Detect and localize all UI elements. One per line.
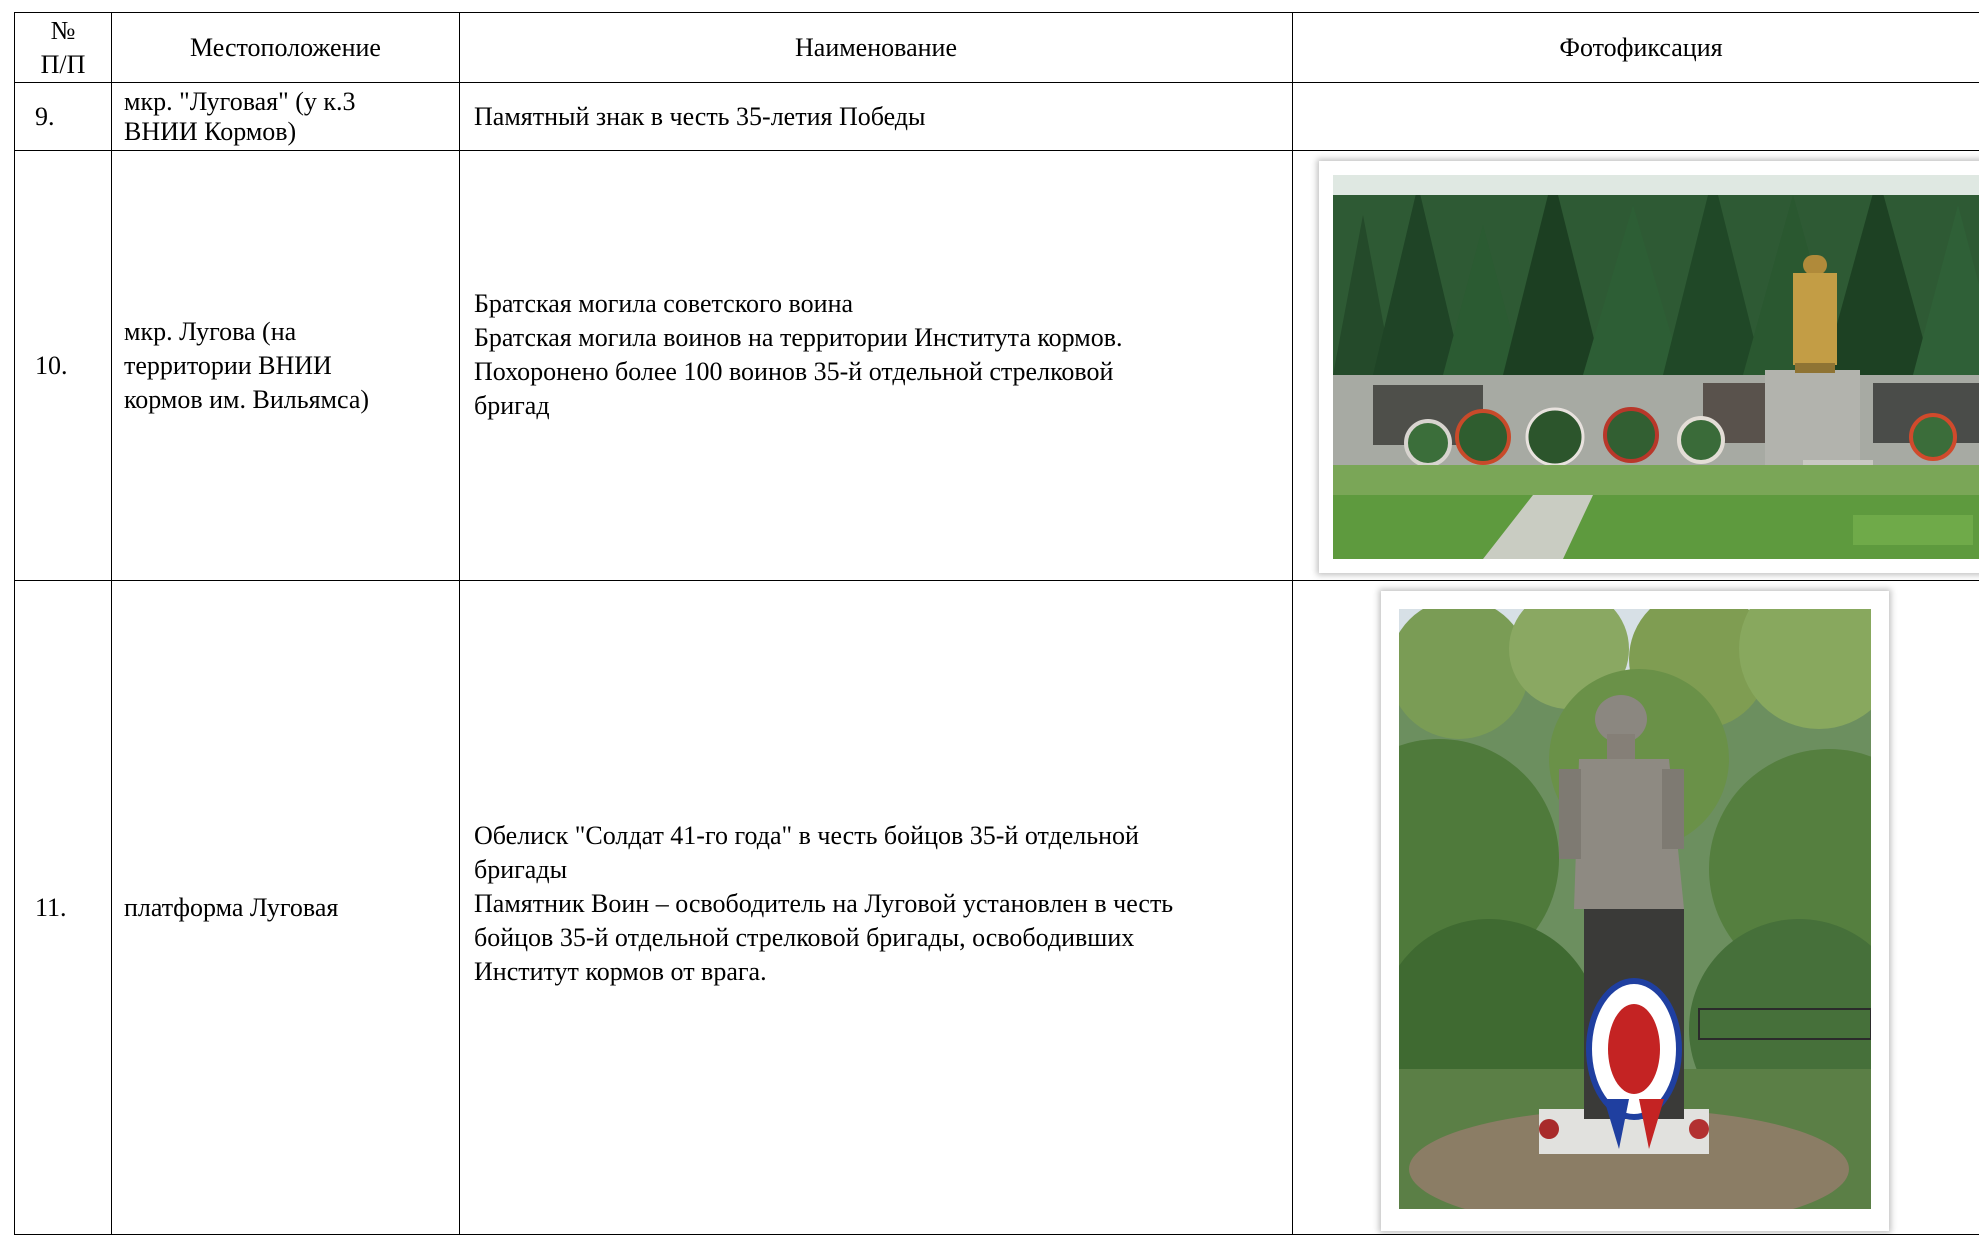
location-line: мкр. "Луговая" (у к.3 [124,87,451,117]
name-line: Похоронено более 100 воинов 35-й отдельной стрелковой [474,355,1278,389]
table-row [15,581,1979,1235]
memorial-wall-image [1333,175,1979,559]
name-line: Институт кормов от врага. [474,955,1278,989]
memorials-table [14,12,1979,1235]
row-photo-empty [1293,83,1979,151]
row-location [112,83,460,151]
row-name [460,151,1293,581]
name-line: Памятный знак в честь 35-летия Победы [474,100,1278,134]
table-header-row [15,13,1979,83]
name-line: Братская могила советского воина [474,287,1278,321]
row-number: 11. [15,581,112,1235]
name-line: бригад [474,389,1278,423]
header-photo: Фотофиксация [1293,13,1979,83]
name-line: Памятник Воин – освободитель на Луговой установлен в честь [474,887,1278,921]
header-name: Наименование [460,13,1293,83]
soldier-statue-photo [1381,591,1889,1231]
location-line: территории ВНИИ [124,349,451,383]
header-number [15,13,112,83]
location-line: мкр. Лугова (на [124,315,451,349]
row-photo [1293,151,1979,581]
location-line: кормов им. Вильямса) [124,383,451,417]
location-line: платформа Луговая [124,891,451,925]
name-line: бригады [474,853,1278,887]
row-name [460,581,1293,1235]
header-number-symbol: № [15,14,111,48]
memorial-wall-photo [1319,161,1979,573]
row-number: 9. [15,83,112,151]
row-location [112,151,460,581]
name-line: Обелиск "Солдат 41-го года" в честь бойцов 35-й отдельной [474,819,1278,853]
header-location: Местоположение [112,13,460,83]
soldier-statue-image [1399,609,1871,1209]
row-number: 10. [15,151,112,581]
table-row [15,83,1979,151]
row-photo [1293,581,1979,1235]
name-line: Братская могила воинов на территории Института кормов. [474,321,1278,355]
name-line: бойцов 35-й отдельной стрелковой бригады, освободивших [474,921,1278,955]
table-row [15,151,1979,581]
row-name [460,83,1293,151]
row-location [112,581,460,1235]
location-line: ВНИИ Кормов) [124,117,451,147]
header-number-label: П/П [15,48,111,82]
